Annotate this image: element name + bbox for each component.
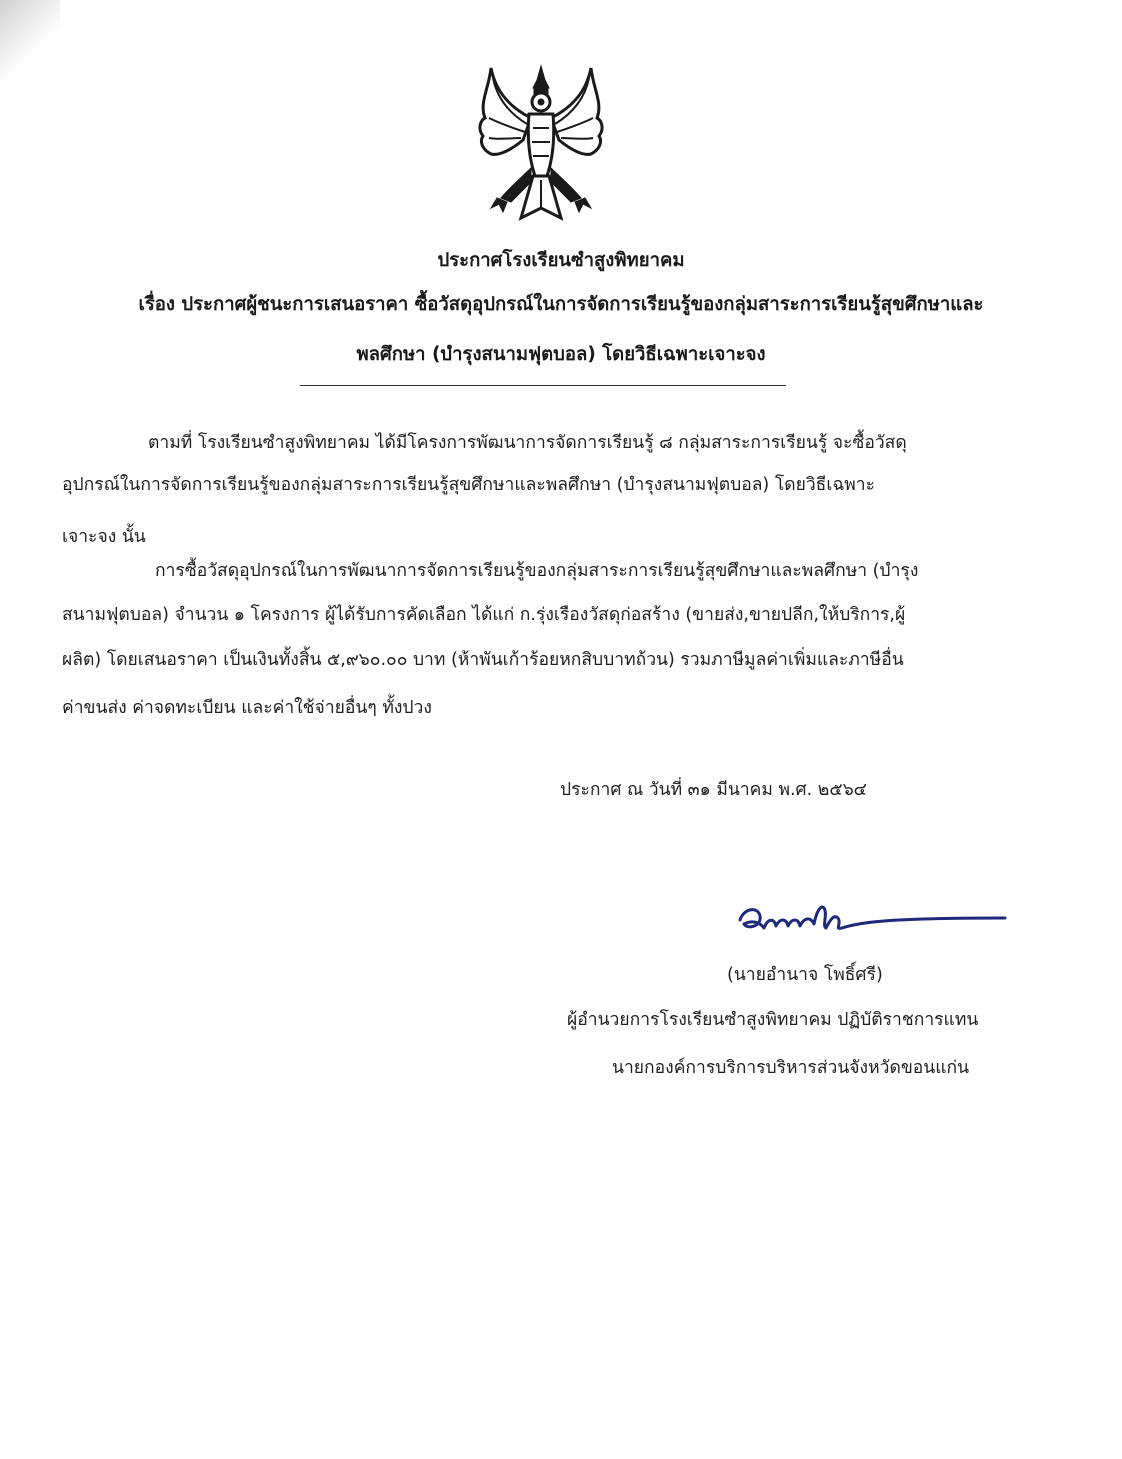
signatory-name: (นายอำนาจ โพธิ์ศรี) xyxy=(727,965,883,985)
announcement-title: ประกาศโรงเรียนซำสูงพิทยาคม xyxy=(437,250,685,271)
announcement-subject-line-1: เรื่อง ประกาศผู้ชนะการเสนอราคา ซื้อวัสดุอุปกรณ์ในการจัดการเรียนรู้ของกลุ่มสาระการเรียนรู้สุขศึกษาและ xyxy=(138,294,984,315)
paragraph-2-line-2: สนามฟุตบอล) จำนวน ๑ โครงการ ผู้ได้รับการคัดเลือก ได้แก่ ก.รุ่งเรืองวัสดุก่อสร้าง (ขายส่ง,ขายปลีก,ให้บริการ,ผู้ xyxy=(62,605,906,625)
paragraph-2-line-3: ผลิต) โดยเสนอราคา เป็นเงินทั้งสิ้น ๕,๙๖๐.๐๐ บาท (ห้าพันเก้าร้อยหกสิบบาทถ้วน) รวมภาษีมูลค่าเพิ่มและภาษีอื่น xyxy=(62,650,904,670)
page-corner-shadow xyxy=(0,0,60,90)
paragraph-1-line-2: อุปกรณ์ในการจัดการเรียนรู้ของกลุ่มสาระการเรียนรู้สุขศึกษาและพลศึกษา (บำรุงสนามฟุตบอล) โดยวิธีเฉพาะ xyxy=(62,475,876,495)
signatory-position-line-2: นายกองค์การบริการบริหารส่วนจังหวัดขอนแก่น xyxy=(612,1058,970,1078)
announcement-subject-line-2: พลศึกษา (บำรุงสนามฟุตบอล) โดยวิธีเฉพาะเจาะจง xyxy=(356,344,766,365)
announcement-date: ประกาศ ณ วันที่ ๓๑ มีนาคม พ.ศ. ๒๕๖๔ xyxy=(560,780,867,800)
signatory-position-line-1: ผู้อำนวยการโรงเรียนซำสูงพิทยาคม ปฏิบัติราชการแทน xyxy=(567,1010,979,1030)
paragraph-2-line-4: ค่าขนส่ง ค่าจดทะเบียน และค่าใช้จ่ายอื่นๆ ทั้งปวง xyxy=(62,698,432,718)
paragraph-1-line-1: ตามที่ โรงเรียนซำสูงพิทยาคม ได้มีโครงการพัฒนาการจัดการเรียนรู้ ๘ กลุ่มสาระการเรียนรู้ จะซื้อวัสดุ xyxy=(148,433,907,453)
paragraph-1-line-3: เจาะจง นั้น xyxy=(62,527,146,547)
paragraph-2-line-1: การซื้อวัสดุอุปกรณ์ในการพัฒนาการจัดการเรียนรู้ของกลุ่มสาระการเรียนรู้สุขศึกษาและพลศึกษา (บำรุง xyxy=(155,561,919,581)
garuda-emblem-icon xyxy=(471,58,611,228)
handwritten-signature xyxy=(730,890,1010,950)
title-separator xyxy=(300,385,786,386)
